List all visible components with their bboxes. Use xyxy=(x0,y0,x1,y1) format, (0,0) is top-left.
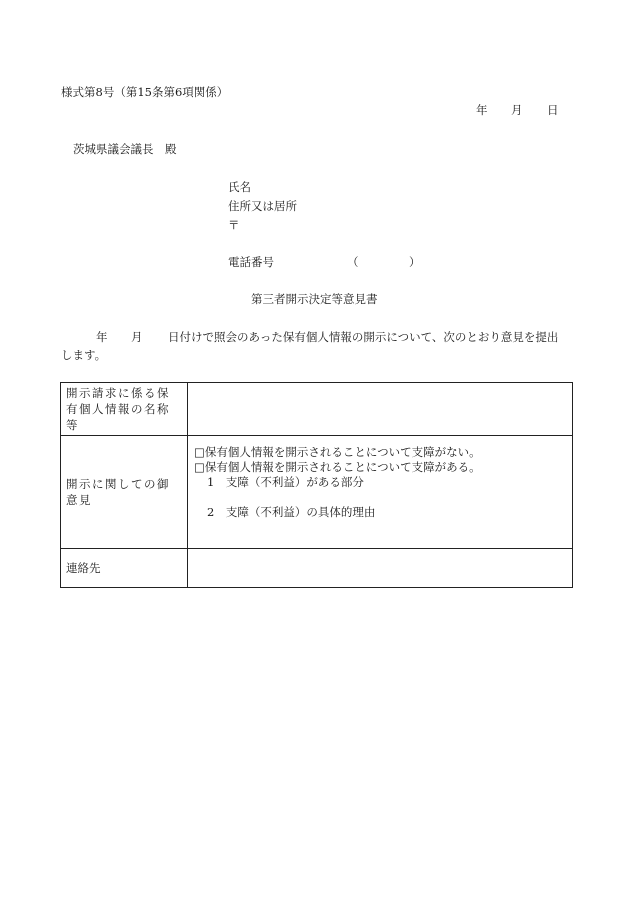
table-row xyxy=(61,383,573,436)
name-label: 氏名 xyxy=(228,180,251,194)
date-month-label: 月 xyxy=(511,103,523,117)
body-year-label: 年 xyxy=(96,330,108,344)
contact-label: 連絡先 xyxy=(61,549,188,588)
body-text: 日付けで照会のあった保有個人情報の開示について、次のとおり意見を提出 xyxy=(168,330,559,344)
body-month-label: 月 xyxy=(131,330,143,344)
postal-mark: 〒 xyxy=(228,218,240,232)
sub-item-affected-part: 1 支障（不利益）がある部分 xyxy=(207,475,364,489)
body-text-line-1 xyxy=(61,331,573,346)
table-row xyxy=(61,549,573,588)
contact-value[interactable] xyxy=(188,549,573,588)
info-name-label: 開示請求に係る保有個人情報の名称等 xyxy=(61,383,188,436)
phone-paren-open: （ xyxy=(347,255,359,269)
opinion-label: 開示に関しての御意見 xyxy=(61,436,188,549)
phone-paren-close: ） xyxy=(409,255,421,269)
option-no-objection[interactable]: □保有個人情報を開示されることについて支障がない。 xyxy=(194,445,481,459)
opinion-value xyxy=(188,436,573,549)
addressee: 茨城県議会議長 殿 xyxy=(73,142,177,156)
form-number: 様式第8号（第15条第6項関係） xyxy=(61,85,229,99)
phone-label: 電話番号 xyxy=(228,255,274,269)
option-objection[interactable]: □保有個人情報を開示されることについて支障がある。 xyxy=(194,460,481,474)
table-row xyxy=(61,436,573,549)
address-label: 住所又は居所 xyxy=(228,199,297,213)
date-year-label: 年 xyxy=(476,103,488,117)
document-title: 第三者開示決定等意見書 xyxy=(251,292,378,306)
opinion-table xyxy=(60,382,573,588)
sub-item-specific-reason: 2 支障（不利益）の具体的理由 xyxy=(207,505,376,519)
body-text-line-2: します。 xyxy=(61,348,107,362)
info-name-value[interactable] xyxy=(188,383,573,436)
date-day-label: 日 xyxy=(547,103,559,117)
